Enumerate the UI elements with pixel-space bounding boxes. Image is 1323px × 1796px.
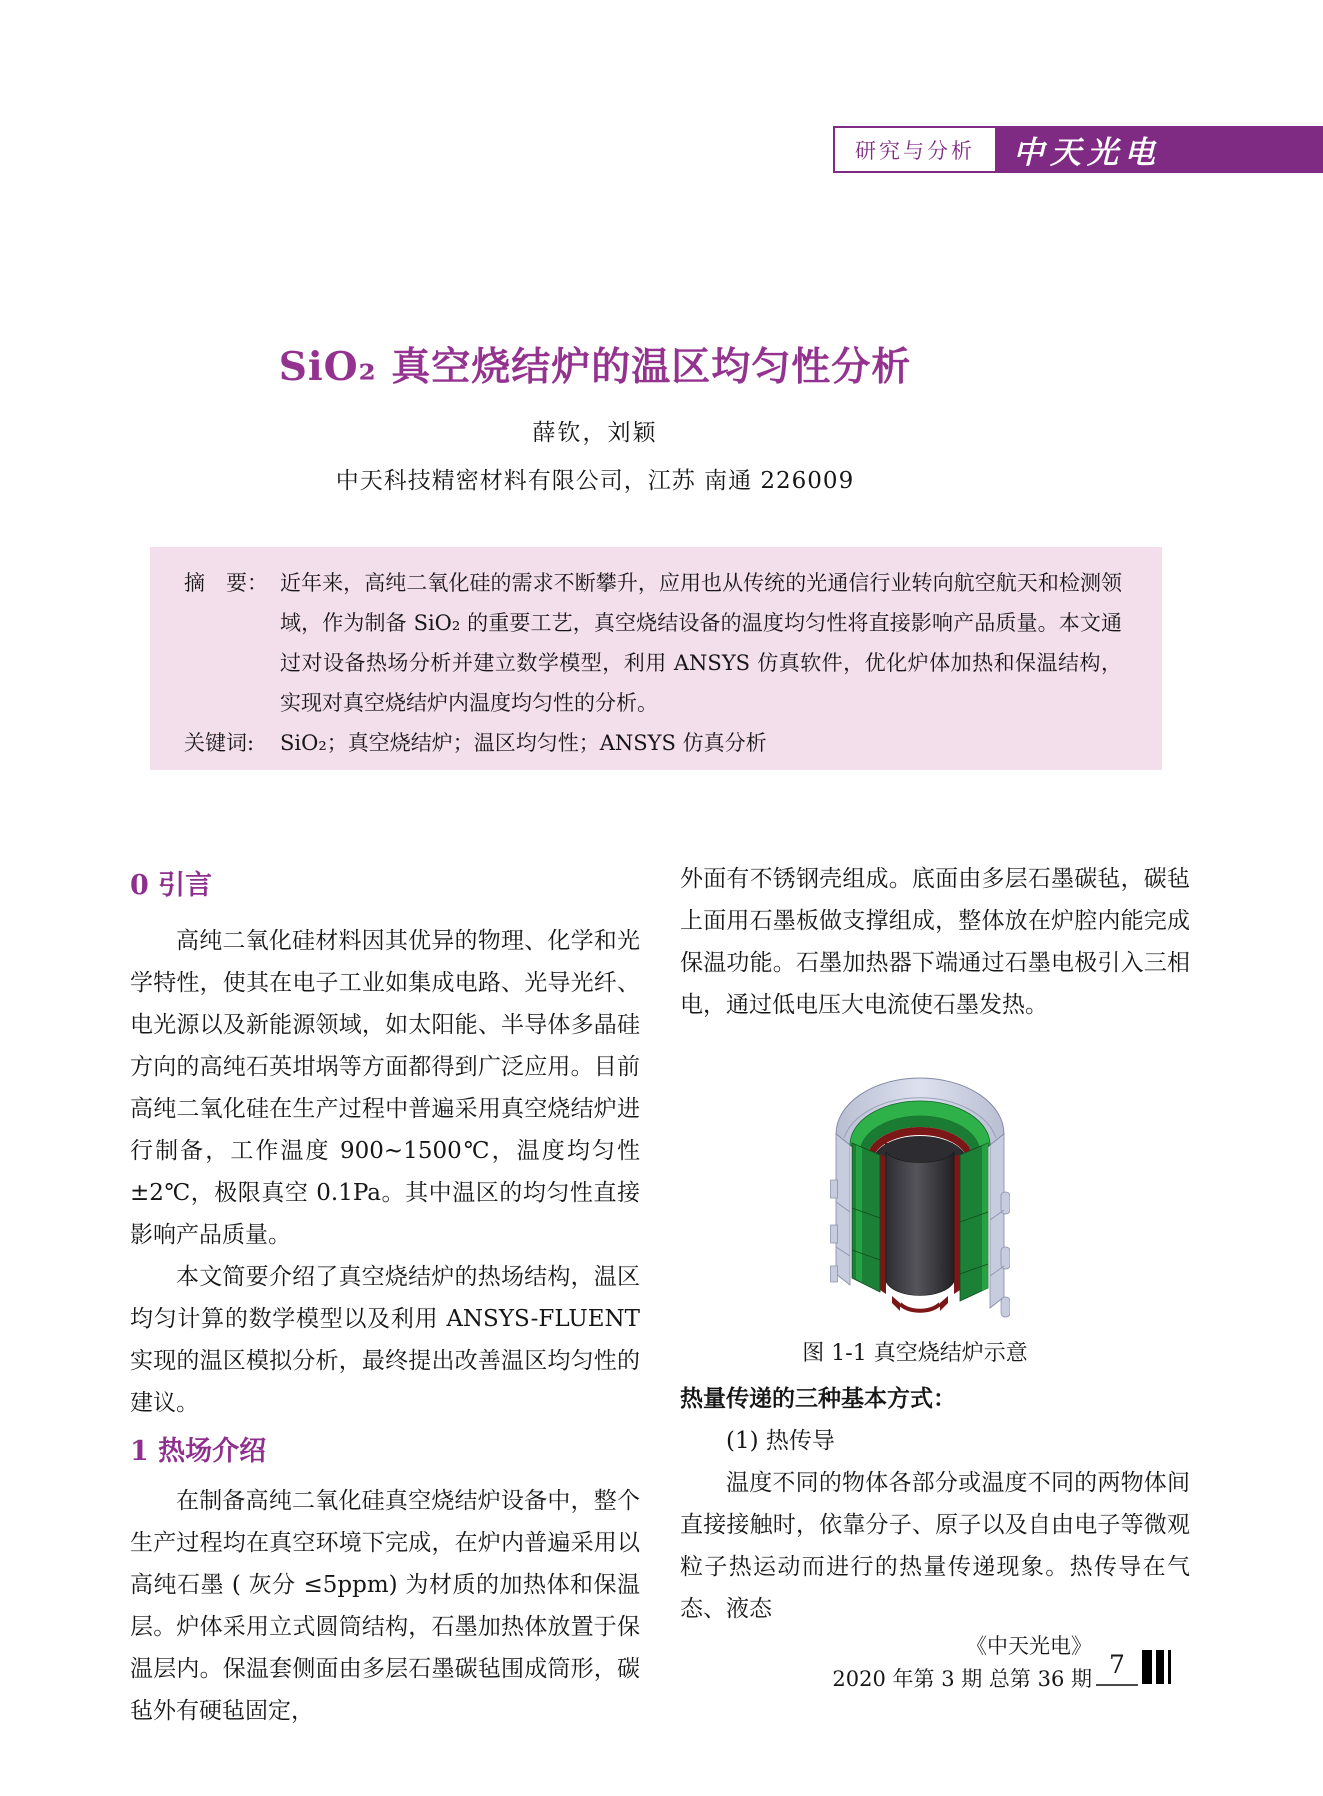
journal-brand-logo-text: 中天光电 — [1013, 135, 1161, 171]
paragraph-thermal-2: 外面有不锈钢壳组成。底面由多层石墨碳毡，碳毡上面用石墨板做支撑组成，整体放在炉腔内能完成保温功能。石墨加热器下端通过石墨电极引入三相电，通过低电压大电流使石墨发热。 — [680, 866, 1190, 1018]
right-column — [680, 858, 1190, 1630]
furnace-figure — [830, 1042, 1010, 1332]
paragraph-intro-2: 本文简要介绍了真空烧结炉的热场结构，温区均匀计算的数学模型以及利用 ANSYS-FLUENT 实现的温区模拟分析，最终提出改善温区均匀性的建议。 — [130, 1264, 640, 1416]
footer-journal-info — [680, 1630, 1092, 1696]
journal-brand-banner — [997, 126, 1323, 173]
article-authors: 薛钦，刘颖 — [532, 420, 658, 446]
article-title: SiO₂ 真空烧结炉的温区均匀性分析 — [278, 344, 912, 390]
keywords-text: SiO₂；真空烧结炉；温区均匀性；ANSYS 仿真分析 — [280, 731, 767, 755]
heading-introduction: 0 引言 — [130, 870, 213, 901]
section-category-tag — [833, 126, 997, 173]
abstract-label: 摘 要： — [184, 571, 268, 595]
footer-issue-info: 2020 年第 3 期 总第 36 期 — [832, 1667, 1092, 1691]
graphite-core — [886, 1152, 954, 1296]
footer-journal-name: 《中天光电》 — [966, 1634, 1092, 1658]
article-affiliation: 中天科技精密材料有限公司，江苏 南通 226009 — [335, 468, 855, 494]
barcode-bar — [1168, 1650, 1171, 1684]
abstract-text: 近年来，高纯二氧化硅的需求不断攀升，应用也从传统的光通信行业转向航空航天和检测领域，作为制备 SiO₂ 的重要工艺，真空烧结设备的温度均匀性将直接影响产品质量。本文通过对设备热场分析并建立数学模型，利用 ANSYS 仿真软件，优化炉体加热和保温结构，实现对真空烧结炉内温度均匀性的分析。 — [280, 571, 1122, 715]
abstract-block — [150, 547, 1162, 770]
furnace-cutaway-illustration — [830, 1042, 1010, 1332]
left-column — [130, 862, 640, 1732]
heat-conduction-item: (1) 热传导 — [726, 1428, 835, 1454]
paragraph-thermal-1: 在制备高纯二氧化硅真空烧结炉设备中，整个生产过程均在真空环境下完成，在炉内普遍采用以高纯石墨 ( 灰分 ≤5ppm) 为材质的加热体和保温层。炉体采用立式圆筒结构，石墨加热体放置于保温层内。保温套侧面由多层石墨碳毡围成筒形，碳毡外有硬毡固定， — [130, 1488, 640, 1724]
keywords-label: 关键词: — [184, 731, 255, 755]
heading-thermal-field: 1 热场介绍 — [130, 1436, 267, 1467]
page-number: 7 — [1096, 1648, 1138, 1686]
figure-caption: 图 1-1 真空烧结炉示意 — [802, 1341, 1028, 1366]
heat-transfer-subheading: 热量传递的三种基本方式： — [680, 1385, 956, 1412]
keywords-row — [184, 723, 1122, 763]
section-category-label: 研究与分析 — [855, 138, 975, 163]
barcode-bar — [1142, 1650, 1152, 1684]
abstract-row — [184, 563, 1122, 723]
paragraph-intro-1: 高纯二氧化硅材料因其优异的物理、化学和光学特性，使其在电子工业如集成电路、光导光纤、电光源以及新能源领域，如太阳能、半导体多晶硅方向的高纯石英坩埚等方面都得到广泛应用。目前高纯二氧化硅在生产过程中普遍采用真空烧结炉进行制备，工作温度 900~1500℃，温度均匀性 ±2℃，极限真空 0.1Pa。其中温区的均匀性直接影响产品质量。 — [130, 928, 640, 1248]
barcode-icon — [1142, 1650, 1171, 1684]
paragraph-conduction: 温度不同的物体各部分或温度不同的两物体间直接接触时，依靠分子、原子以及自由电子等微观粒子热运动而进行的热量传递现象。热传导在气态、液态 — [680, 1470, 1190, 1622]
barcode-bar — [1156, 1650, 1164, 1684]
